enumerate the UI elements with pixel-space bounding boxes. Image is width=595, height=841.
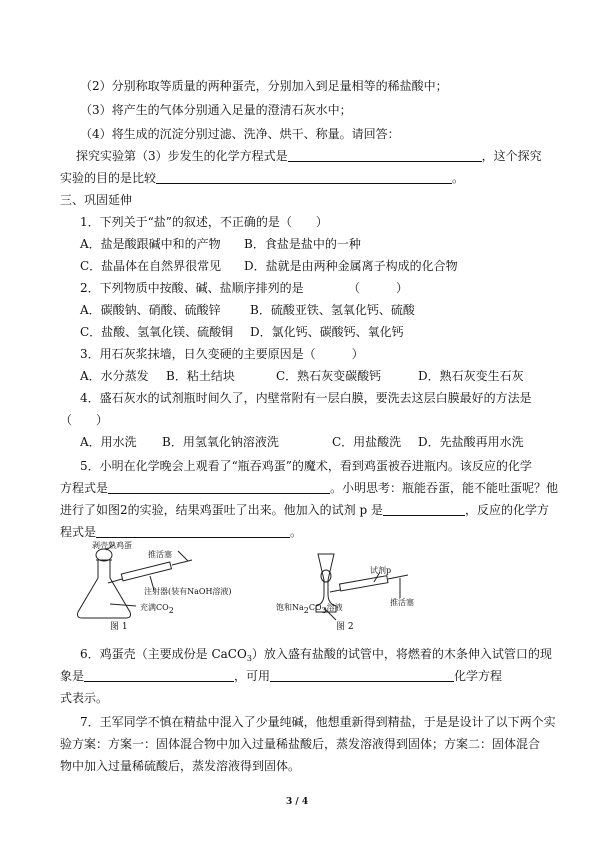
answer-blank[interactable] bbox=[84, 669, 234, 682]
q7-line1: 7．王军同学不慎在精盐中混入了少量纯碱，他想重新得到精盐，于是是设计了以下两个实 bbox=[80, 715, 556, 729]
intro-question-b bbox=[60, 170, 464, 186]
q1-option-c: C．盐晶体在自然界很常见 bbox=[80, 259, 222, 273]
intro-step2: （2）分别称取等质量的两种蛋壳，分别加入到足量相等的稀盐酸中； bbox=[80, 79, 448, 93]
q5-line1: 5．小明在化学晚会上观看了“瓶吞鸡蛋”的魔术，看到鸡蛋被吞进瓶内。该反应的化学 bbox=[80, 459, 532, 473]
fig2-solution-text-c: 溶液 bbox=[326, 603, 343, 612]
q5-line2 bbox=[60, 480, 558, 496]
q2-option-a: A．碳酸钠、硝酸、硫酸锌 bbox=[80, 303, 221, 317]
section-title: 三、巩固延伸 bbox=[60, 193, 133, 207]
answer-blank[interactable] bbox=[288, 149, 482, 162]
q5-line4 bbox=[60, 524, 302, 540]
q5-line4-text-b: 。 bbox=[290, 525, 303, 539]
co2-pointer bbox=[110, 604, 136, 606]
q3-stem: 3．用石灰浆抹墙，日久变硬的主要原因是（ ） bbox=[80, 347, 364, 361]
q6-line1-text-b: ）放入盛有盐酸的试管中，将燃着的木条伸入试管口的现 bbox=[251, 647, 552, 661]
intro-question-b-text: 实验的目的是比较 bbox=[60, 171, 157, 185]
answer-blank[interactable] bbox=[156, 171, 452, 184]
q4-paren: （ ） bbox=[60, 413, 109, 427]
q6-line2-text-b: ，可用 bbox=[234, 669, 271, 683]
syringe-barrel bbox=[121, 562, 171, 581]
q4-option-c: C．用盐酸洗 bbox=[332, 435, 402, 449]
q5-line3 bbox=[60, 502, 549, 518]
q1-option-d: D．盐就是由两种金属离子构成的化合物 bbox=[244, 259, 458, 273]
q2-option-b: B．硫酸亚铁、氢氧化钙、硫酸 bbox=[250, 303, 415, 317]
fig2-reagent-label: 试剂p bbox=[370, 566, 392, 575]
syringe-barrel bbox=[339, 576, 387, 591]
q5-line3-text-a: 进行了如图2的实验，结果鸡蛋吐了出来。他加入的试剂 p 是 bbox=[60, 503, 383, 517]
q5-line2-text-a: 方程式是 bbox=[60, 481, 109, 495]
q4-option-d: D．先盐酸再用水洗 bbox=[418, 435, 524, 449]
intro-question-a-text: 探究实验第（3）步发生的化学方程式是 bbox=[76, 149, 288, 163]
q2-paren: （ ） bbox=[348, 281, 409, 295]
fig2-solution-label bbox=[276, 603, 343, 613]
fig1-co2-text: 充满CO bbox=[140, 603, 169, 612]
fig2-plunger-label: 推活塞 bbox=[390, 598, 414, 607]
q5-line3-text-b: ，反应的化学方 bbox=[464, 503, 549, 517]
answer-blank[interactable] bbox=[96, 525, 290, 538]
q4-option-a: A．用水洗 bbox=[80, 435, 137, 449]
answer-blank[interactable] bbox=[270, 669, 454, 682]
q1-option-b: B．食盐是盐中的一种 bbox=[244, 237, 361, 251]
q7-line2: 验方案：方案一：固体混合物中加入过量稀盐酸后，蒸发溶液得到固体；方案二：固体混合 bbox=[60, 737, 541, 751]
q1-option-a: A．盐是酸跟碱中和的产物 bbox=[80, 237, 221, 251]
figure-2-caption: 图 2 bbox=[336, 622, 354, 632]
q3-option-d: D．熟石灰变生石灰 bbox=[418, 369, 524, 383]
fig1-co2-label bbox=[140, 603, 174, 613]
flask-outline bbox=[78, 560, 131, 618]
q2-option-c: C．盐酸、氢氧化镁、硫酸铜 bbox=[80, 325, 234, 339]
fig2-solution-subscript-2: 3 bbox=[321, 606, 327, 615]
q6-line3: 式表示。 bbox=[60, 691, 109, 705]
figure-1-caption: 图 1 bbox=[110, 622, 128, 632]
answer-blank[interactable] bbox=[383, 503, 465, 516]
fig2-solution-text-a: 饱和Na bbox=[276, 603, 304, 612]
egg-in-bottle bbox=[321, 570, 331, 582]
fig1-plunger-label: 推活塞 bbox=[148, 550, 172, 559]
q3-option-b: B．粘土结块 bbox=[166, 369, 235, 383]
q4-option-b: B．用氢氧化钠溶液洗 bbox=[162, 435, 279, 449]
syringe-plunger bbox=[172, 560, 192, 565]
q3-option-a: A．水分蒸发 bbox=[80, 369, 149, 383]
syringe-needle bbox=[108, 579, 122, 583]
q7-line3: 物中加入过量稀硫酸后，蒸发溶液得到固体。 bbox=[60, 759, 301, 773]
fig1-egg-label: 剥壳熟鸡蛋 bbox=[92, 541, 132, 550]
q2-option-d: D．氯化钙、碳酸钙、氧化钙 bbox=[250, 325, 404, 339]
fig1-syringe-label: 注射器(装有NaOH溶液) bbox=[144, 587, 232, 596]
q4-stem: 4．盛石灰水的试剂瓶时间久了，内壁常附有一层白膜，要洗去这层白膜最好的方法是 bbox=[80, 391, 532, 405]
fig2-solution-subscript-1: 2 bbox=[303, 606, 309, 615]
q1-stem: 1．下列关于“盐”的叙述，不正确的是（ ） bbox=[80, 215, 328, 229]
fig1-co2-subscript: 2 bbox=[168, 606, 174, 615]
intro-question-a bbox=[76, 148, 542, 164]
q5-line4-text-a: 程式是 bbox=[60, 525, 97, 539]
q6-line1-text-a: 6．鸡蛋壳（主要成份是 CaCO bbox=[80, 647, 247, 661]
q6-caco3-subscript: 3 bbox=[246, 654, 252, 663]
intro-step4: （4）将生成的沉淀分别过滤、洗净、烘干、称量。请回答： bbox=[80, 127, 400, 141]
intro-question-a-end: ，这个探究 bbox=[481, 149, 542, 163]
intro-question-b-end: 。 bbox=[452, 171, 465, 185]
q6-line2-text-a: 象是 bbox=[60, 669, 85, 683]
q6-line2-text-c: 化学方程 bbox=[454, 669, 503, 683]
intro-step3: （3）将产生的气体分别通入足量的澄清石灰水中； bbox=[80, 103, 352, 117]
syringe-needle bbox=[330, 590, 340, 592]
q3-option-c: C．熟石灰变碳酸钙 bbox=[276, 369, 382, 383]
answer-blank[interactable] bbox=[108, 481, 330, 494]
q5-line2-text-b: 。小明思考：瓶能吞蛋，能不能吐蛋呢？他 bbox=[330, 481, 559, 495]
plunger-pointer bbox=[178, 551, 188, 561]
page-number: 3 / 4 bbox=[286, 797, 309, 807]
q6-line2 bbox=[60, 668, 502, 684]
q6-line1 bbox=[80, 646, 552, 662]
fig2-solution-text-b: CO bbox=[308, 603, 322, 612]
q2-stem: 2．下列物质中按酸、碱、盐顺序排列的是 bbox=[80, 281, 304, 295]
